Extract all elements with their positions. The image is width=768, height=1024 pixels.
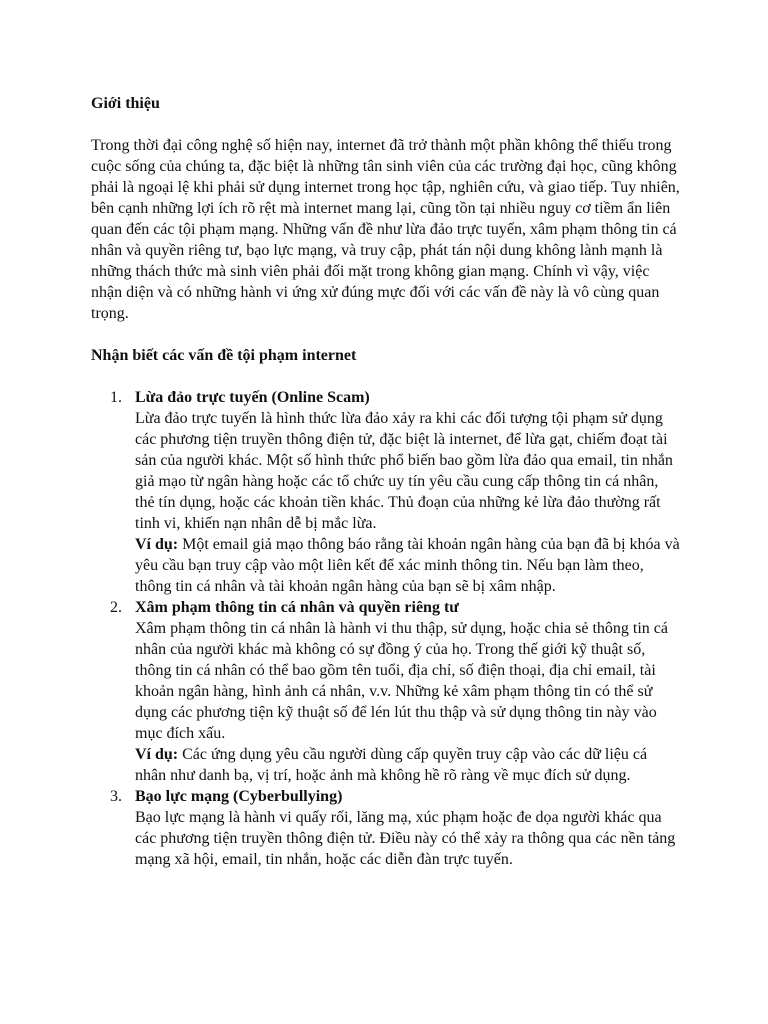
list-item	[91, 387, 681, 597]
example-text: Các ứng dụng yêu cầu người dùng cấp quyền truy cập vào các dữ liệu cá nhân như danh bạ, vị trí, hoặc ảnh mà không hề rõ ràng về mục đích sử dụng.	[135, 746, 648, 784]
list-item	[91, 597, 681, 786]
list-item-number: 1.	[110, 389, 122, 406]
intro-heading: Giới thiệu	[91, 95, 160, 112]
list-item	[91, 786, 681, 870]
list-item-number: 3.	[110, 788, 122, 805]
example-label: Ví dụ:	[135, 746, 179, 763]
document-page	[91, 93, 681, 870]
example-text: Một email giả mạo thông báo rằng tài khoản ngân hàng của bạn đã bị khóa và yêu cầu bạn truy cập vào một liên kết để xác minh thông tin. Nếu bạn làm theo, thông tin cá nhân và tài khoản ngân hàng của bạn sẽ bị xâm nhập.	[135, 536, 680, 595]
intro-paragraph: Trong thời đại công nghệ số hiện nay, internet đã trở thành một phần không thể thiếu trong cuộc sống của chúng ta, đặc biệt là những tân sinh viên của các trường đại học, cũng không phải là ngoại lệ khi phải sử dụng internet trong học tập, nghiên cứu, và giao tiếp. Tuy nhiên, bên cạnh những lợi ích rõ rệt mà internet mang lại, cũng tồn tại nhiều nguy cơ tiềm ẩn liên quan đến các tội phạm mạng. Những vấn đề như lừa đảo trực tuyến, xâm phạm thông tin cá nhân và quyền riêng tư, bạo lực mạng, và truy cập, phát tán nội dung không lành mạnh là những thách thức mà sinh viên phải đối mặt trong không gian mạng. Chính vì vậy, việc nhận diện và có những hành vi ứng xử đúng mực đối với các vấn đề này là vô cùng quan trọng.	[91, 137, 680, 322]
section-heading: Nhận biết các vấn đề tội phạm internet	[91, 347, 357, 364]
list-item-title: Lừa đảo trực tuyến (Online Scam)	[135, 389, 370, 406]
list-item-body: Lừa đảo trực tuyến là hình thức lừa đảo xảy ra khi các đối tượng tội phạm sử dụng các phương tiện truyền thông điện tử, đặc biệt là internet, để lừa gạt, chiếm đoạt tài sản của người khác. Một số hình thức phổ biến bao gồm lừa đảo qua email, tin nhắn giả mạo từ ngân hàng hoặc các tổ chức uy tín yêu cầu cung cấp thông tin cá nhân, thẻ tín dụng, hoặc các khoản tiền khác. Thủ đoạn của những kẻ lừa đảo thường rất tinh vi, khiến nạn nhân dễ bị mắc lừa.	[135, 410, 673, 532]
list-item-body: Xâm phạm thông tin cá nhân là hành vi thu thập, sử dụng, hoặc chia sẻ thông tin cá nhân của người khác mà không có sự đồng ý của họ. Trong thế giới kỹ thuật số, thông tin cá nhân có thể bao gồm tên tuổi, địa chỉ, số điện thoại, địa chỉ email, tài khoản ngân hàng, hình ảnh cá nhân, v.v. Những kẻ xâm phạm thông tin có thể sử dụng các phương tiện kỹ thuật số để lén lút thu thập và sử dụng thông tin này vào mục đích xấu.	[135, 620, 668, 742]
list-item-number: 2.	[110, 599, 122, 616]
issues-list	[91, 387, 681, 870]
list-item-title: Xâm phạm thông tin cá nhân và quyền riêng tư	[135, 599, 459, 616]
example-label: Ví dụ:	[135, 536, 179, 553]
list-item-title: Bạo lực mạng (Cyberbullying)	[135, 788, 343, 805]
list-item-body: Bạo lực mạng là hành vi quấy rối, lăng mạ, xúc phạm hoặc đe dọa người khác qua các phương tiện truyền thông điện tử. Điều này có thể xảy ra thông qua các nền tảng mạng xã hội, email, tin nhắn, hoặc các diễn đàn trực tuyến.	[135, 809, 676, 868]
